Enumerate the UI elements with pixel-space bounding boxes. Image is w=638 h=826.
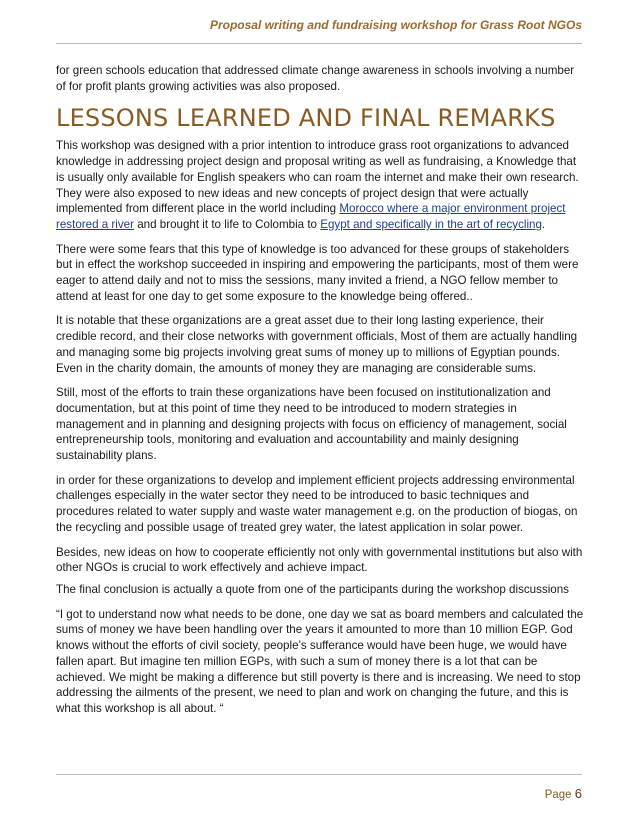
morocco-river-link[interactable]: Morocco where a major environment project restored a river [56, 202, 566, 231]
header-divider [56, 43, 582, 44]
page-body [56, 63, 584, 726]
paragraph-fears: There were some fears that this type of knowledge is too advanced for these groups of stakeholders but in effect the workshop succeeded in inspiring and empowering the participants, most of them were eager to attend daily and not to miss the sessions, many invited a friend, a NGO fellow member to attend at least for one day to get some exposure to the knowledge being offered.. [56, 242, 579, 303]
paragraph-workshop-design [56, 138, 584, 232]
paragraph-environmental-projects: in order for these organizations to develop and implement efficient projects addressing environmental challenges especially in the water sector they need to be introduced to basic techniques and procedures related to water supply and waste water management e.g. on the production of biogas, on the recycling and possible usage of treated grey water, the latest application in solar power. [56, 473, 578, 534]
page-footer [545, 786, 582, 801]
paragraph-final-conclusion: The final conclusion is actually a quote from one of the participants during the workshop discussions [56, 582, 569, 596]
page-label: Page [544, 789, 572, 801]
running-header: Proposal writing and fundraising workshop for Grass Root NGOs [209, 18, 582, 32]
footer-divider [56, 774, 582, 775]
intro-paragraph: for green schools education that addressed climate change awareness in schools involving a number of for profit plants growing activities was also proposed. [56, 64, 575, 93]
page-number: 6 [574, 786, 582, 801]
paragraph-text: and brought it to life to Colombia to [133, 217, 321, 231]
paragraph-text: . [541, 217, 546, 231]
section-heading: LESSONS LEARNED AND FINAL REMARKS [56, 104, 556, 133]
paragraph-organizations-asset: It is notable that these organizations are a great asset due to their long lasting experience, their credible record, and their close networks with government officials, Most of them are actually handling and managing some big projects involving great sums of money up to millions of Egyptian pounds. Even in the charity domain, the amounts of money they are managing are considerable sums. [56, 314, 578, 375]
egypt-recycling-link[interactable]: Egypt and specifically in the art of recycling [320, 217, 542, 231]
paragraph-cooperation: Besides, new ideas on how to cooperate efficiently not only with governmental institutions but also with other NGOs is crucial to work effectively and achieve impact. [56, 545, 583, 575]
paragraph-text: This workshop was designed with a prior intention to introduce grass root organizations to advanced knowledge in addressing project design and proposal writing as well as fundraising, a Knowledge that is usually only available for English speakers who can roam the internet and make their own research. They were also exposed to new ideas and new concepts of project design that were actually implemented from different place in the world including [56, 139, 579, 216]
participant-quote: “I got to understand now what needs to be done, one day we sat as board members and calculated the sums of money we have been handling over the years it amounted to more than 10 million EGP. God knows without the efforts of civil society, people’s sufferance would have been huge, we would have fallen apart. But imagine ten million EGPs, with such a sum of money there is a lot that can be achieved. We might be making a difference but still poverty is there and is increasing. We need to stop addressing the ailments of the present, we need to plan and work on changing the future, and this is what this workshop is all about. “ [56, 607, 584, 715]
paragraph-training-efforts: Still, most of the efforts to train these organizations have been focused on institutionalization and documentation, but at this point of time they need to be introduced to modern strategies in management and in planning and designing projects with focus on efficiency of management, social entrepreneurship tools, monitoring and evaluation and accountability and mainly designing sustainability plans. [56, 386, 567, 463]
